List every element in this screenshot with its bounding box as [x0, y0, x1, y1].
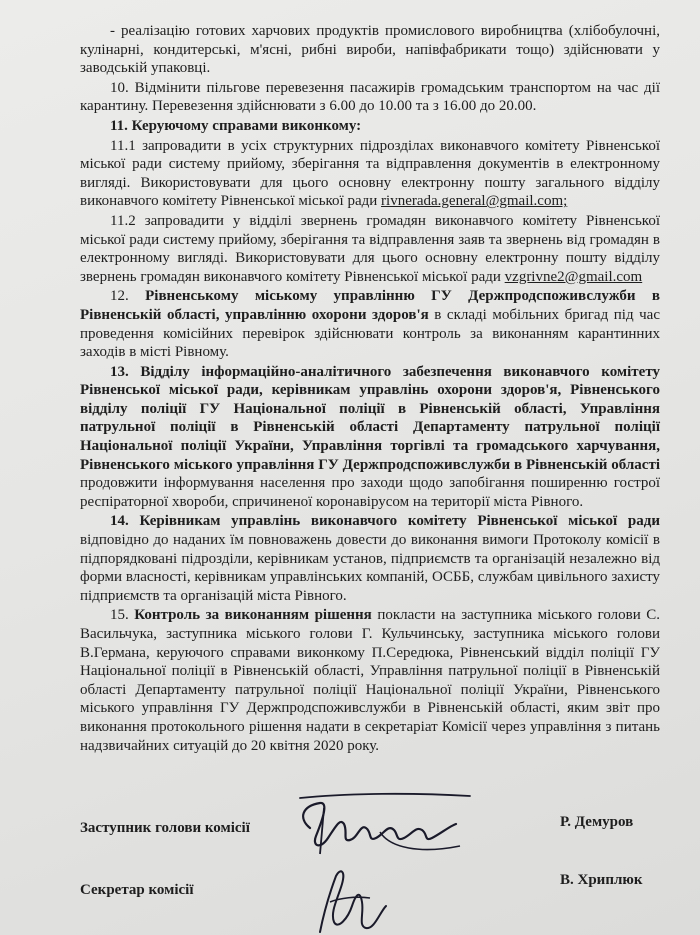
- paragraph-retail: - реалізацію готових харчових продуктів промислового виробництва (хлібобулочні, кулінарні, кондитерські, м'ясні, рибні вироби, напівфабрикати тощо) здійснювати у заводській упаковці.: [80, 23, 660, 77]
- paragraph-12-number: 12.: [110, 288, 129, 305]
- paragraph-12-bold: Рівненському міському управлінню ГУ Держпродспоживслужби в Рівненській області, управлінню охорони здоров'я: [80, 288, 660, 323]
- email-appeals-link[interactable]: vzgrivne2@gmail.com: [504, 268, 643, 285]
- paragraph-11-1-text: 11.1 запровадити в усіх структурних підрозділах виконавчого комітету Рівненської міської ради систему прийому, зберігання та відправлення документів в електронному вигляді. Використовувати для цього основну електронну пошту загального відділу виконавчого комітету Рівненської міської ради: [80, 137, 660, 210]
- deputy-signature-image: [280, 788, 480, 868]
- secretary-signature-image: [300, 862, 420, 935]
- paragraph-11-1: [80, 137, 660, 211]
- paragraph-13: [80, 363, 660, 512]
- document-body: [80, 22, 660, 756]
- paragraph-13-bold: 13. Відділу інформаційно-аналітичного забезпечення виконавчого комітету Рівненської міської ради, керівникам управлінь охорони здоров'я, Рівненського відділу поліції ГУ Національної поліції в Рівненській області, Управління патрульної поліції в Рівненській області Департаменту патрульної поліції Національної поліції України, Управління торгівлі та громадського харчування, Рівненського міського управління ГУ Держпродспоживслужби в Рівненській області: [80, 363, 660, 473]
- paragraph-12: [80, 287, 660, 361]
- deputy-label: Заступник голови комісії: [80, 820, 250, 836]
- paragraph-15-number: 15.: [110, 607, 135, 624]
- paragraph-15-text: покласти на заступника міського голови С. Васильчука, заступника міського голови Г. Кульчинську, заступника міського голови В.Германа, керуючого справами виконкому П.Середюка, Рівненський відділ поліції ГУ Національної поліції в Рівненській області, Управління патрульної поліції в Рівненській області Департаменту патрульної поліції Національної поліції України, Рівненського міського управління ГУ Держпродспоживслужби в Рівненській області, яким звіт про виконання протокольного рішення надати в секретаріат Комісії через управління з питань надзвичайних ситуацій до 20 квітня 2020 року.: [80, 607, 661, 754]
- paragraph-15-bold: Контроль за виконанням рішення: [134, 607, 372, 624]
- email-general-link[interactable]: rivnerada.general@gmail.com;: [381, 193, 568, 210]
- paragraph-12-text: в складі мобільних бригад під час проведення комісійних перевірок здійснювати контроль за виконанням карантинних заходів в місті Рівному.: [80, 306, 661, 361]
- paragraph-11-heading: 11. Керуючому справами виконкому:: [110, 117, 362, 134]
- secretary-label: Секретар комісії: [80, 882, 194, 898]
- secretary-name: В. Хриплюк: [560, 872, 643, 888]
- paragraph-14: [80, 512, 660, 605]
- paragraph-14-bold: 14. Керівникам управлінь виконавчого комітету Рівненської міської ради: [110, 513, 660, 530]
- paragraph-11-2-text: 11.2 запровадити у відділі звернень громадян виконавчого комітету Рівненської міської ради систему прийому, зберігання та відправлення заяв та звернень від громадян в електронному вигляді. Використовувати для цього основну електронну пошту відділу звернень громадян виконавчого комітету Рівненської міської ради: [80, 212, 660, 285]
- paragraph-11-2: [80, 212, 660, 286]
- paragraph-15: [80, 606, 660, 755]
- deputy-name: Р. Демуров: [560, 814, 634, 830]
- paragraph-13-text: продовжити інформування населення про заходи щодо запобігання поширенню гострої респіраторної хвороби, спричиненої коронавірусом на території міста Рівного.: [80, 475, 660, 510]
- paragraph-10: 10. Відмінити пільгове перевезення пасажирів громадським транспортом на час дії карантину. Перевезення здійснювати з 6.00 до 10.00 та з 16.00 до 20.00.: [80, 79, 660, 115]
- paragraph-14-text: відповідно до наданих їм повноважень довести до виконання вимоги Протоколу комісії в підпорядковані підрозділи, керівникам установ, підприємств та організацій незалежно від форми власності, керівникам управлінських компаній, ОСББ, службам цивільного захисту підприємств та організацій міста Рівного.: [80, 532, 660, 604]
